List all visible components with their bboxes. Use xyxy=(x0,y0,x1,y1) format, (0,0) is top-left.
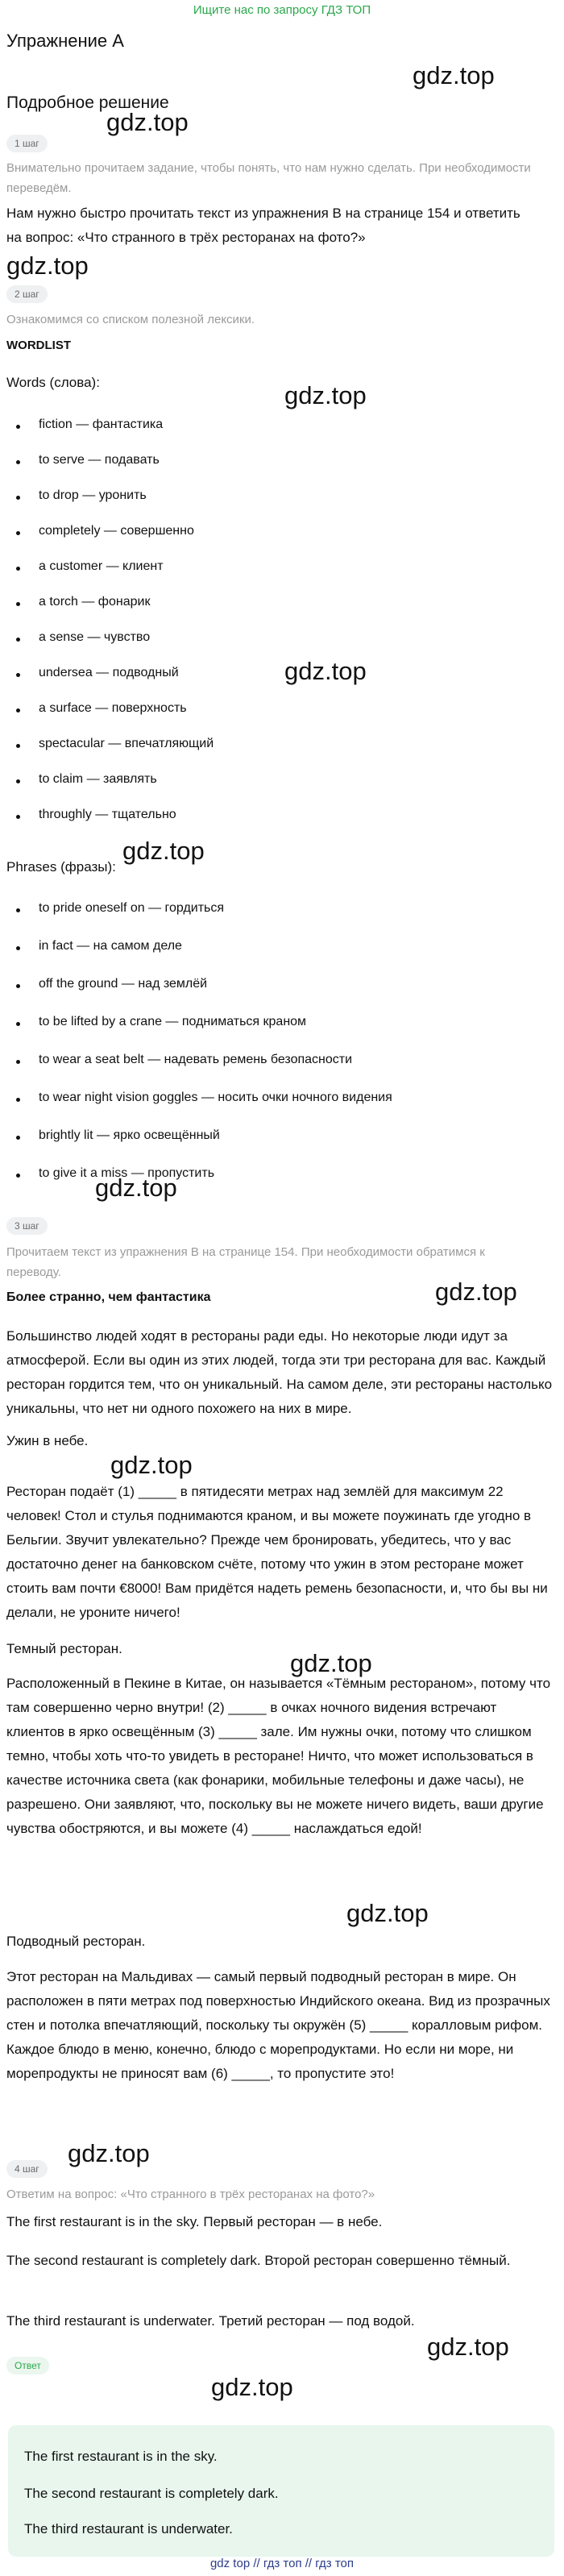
bullet-icon xyxy=(16,779,20,783)
bullet-icon xyxy=(16,1098,20,1102)
step-badge: 3 шаг xyxy=(6,1217,48,1235)
answer-box xyxy=(8,2425,554,2557)
bullet-icon xyxy=(16,496,20,500)
answer-box-line: The third restaurant is underwater. xyxy=(24,2521,233,2537)
bullet-icon xyxy=(16,1022,20,1026)
list-item: a sense — чувство xyxy=(39,630,151,644)
bullet-icon xyxy=(16,744,20,748)
step-hint: Ответим на вопрос: «Что странного в трёх ресторанах на фото?» xyxy=(6,2188,375,2201)
list-item: to wear night vision goggles — носить очки ночного видения xyxy=(39,1091,392,1104)
list-item: to serve — подавать xyxy=(39,453,160,467)
watermark: gdz.top xyxy=(106,108,189,136)
answer-line: The third restaurant is underwater. Третий ресторан — под водой. xyxy=(6,2313,415,2329)
bullet-icon xyxy=(16,1060,20,1064)
list-item: brightly lit — ярко освещённый xyxy=(39,1128,220,1142)
list-item: off the ground — над землёй xyxy=(39,977,208,991)
step-text: Нам нужно быстро прочитать текст из упражнения B на странице 154 и ответить на вопрос: «Что странного в трёх ресторанах на фото?» xyxy=(6,206,520,245)
step-hint: Прочитаем текст из упражнения B на странице 154. При необходимости обратимся к переводу. xyxy=(6,1245,485,1279)
answer-badge: Ответ xyxy=(6,2357,49,2374)
bullet-icon xyxy=(16,567,20,571)
list-item: a torch — фонарик xyxy=(39,595,151,609)
watermark: gdz.top xyxy=(122,837,205,865)
reading-paragraph: Большинство людей ходят в рестораны ради еды. Но некоторые люди идут за атмосферой. Если вы один из этих людей, тогда эти три ресторана для вас. Каждый ресторан гордится тем, что он уникальный. На самом деле, эти рестораны настолько уникальны, что нет ни одного похожего на них в мире. xyxy=(6,1328,553,1416)
reading-paragraph: Этот ресторан на Мальдивах — самый первый подводный ресторан в мире. Он расположен в пяти метрах под поверхностью Индийского океана. Вид из прозрачных стен и потолка впечатляющий, поскольку ты окружён (5) _____ коралловым рифом. Каждое блюдо в меню, конечно, блюдо с морепродуктами. Но если ни море, ни морепродукты не приносят вам (6) _____, то пропустите это! xyxy=(6,1969,550,2081)
reading-subheading: Подводный ресторан. xyxy=(6,1934,146,1949)
reading-subheading: Ужин в небе. xyxy=(6,1433,89,1448)
watermark: gdz.top xyxy=(95,1174,177,1202)
watermark: gdz.top xyxy=(110,1451,193,1479)
list-item: a customer — клиент xyxy=(39,559,164,573)
step-badge: 4 шаг xyxy=(6,2160,48,2178)
answer-line: The second restaurant is completely dark. Второй ресторан совершенно тёмный. xyxy=(6,2253,511,2268)
list-item: to pride oneself on — гордиться xyxy=(39,901,225,915)
answer-line: The first restaurant is in the sky. Первый ресторан — в небе. xyxy=(6,2214,383,2229)
bullet-icon xyxy=(16,425,20,429)
footer-links[interactable]: gdz top // гдз топ // гдз топ xyxy=(209,2557,355,2570)
watermark: gdz.top xyxy=(346,1899,429,1927)
watermark: gdz.top xyxy=(6,251,89,280)
watermark: gdz.top xyxy=(211,2373,293,2401)
bullet-icon xyxy=(16,673,20,677)
list-item: to wear a seat belt — надевать ремень безопасности xyxy=(39,1053,353,1066)
list-item: to give it a miss — пропустить xyxy=(39,1166,215,1180)
step-hint: Внимательно прочитаем задание, чтобы понять, что нам нужно сделать. При необходимости переведём. xyxy=(6,161,531,195)
page-title: Упражнение A xyxy=(6,31,124,51)
list-item: a surface — поверхность xyxy=(39,701,187,715)
bullet-icon xyxy=(16,460,20,464)
list-item: fiction — фантастика xyxy=(39,418,164,431)
reading-subheading: Темный ресторан. xyxy=(6,1641,122,1656)
list-item: in fact — на самом деле xyxy=(39,939,182,953)
wordlist-heading: WORDLIST xyxy=(6,339,71,352)
list-item: throughly — тщательно xyxy=(39,808,176,821)
words-label: Words (слова): xyxy=(6,375,100,390)
phrases-label: Phrases (фразы): xyxy=(6,859,116,875)
list-item: completely — совершенно xyxy=(39,524,194,538)
solution-heading: Подробное решение xyxy=(6,93,169,112)
watermark: gdz.top xyxy=(435,1278,517,1306)
step-hint: Ознакомимся со списком полезной лексики. xyxy=(6,313,255,326)
bullet-icon xyxy=(16,638,20,642)
step-badge: 1 шаг xyxy=(6,135,48,152)
watermark: gdz.top xyxy=(284,657,367,685)
step-badge: 2 шаг xyxy=(6,285,48,303)
reading-paragraph: Ресторан подаёт (1) _____ в пятидесяти метрах над землёй для максимум 22 человек! Стол и стулья поднимаются краном, и вы можете поужинать где угодно в Бельгии. Звучит увлекательно? Прежде чем бронировать, убедитесь, что у вас достаточно денег на банковском счёте, потому что ужин в этом ресторане может стоить вам почти €8000! Вам придётся надеть ремень безопасности, и, что бы вы ни делали, не уроните ничего! xyxy=(6,1484,548,1620)
bullet-icon xyxy=(16,531,20,535)
answer-box-line: The second restaurant is completely dark. xyxy=(24,2486,279,2501)
reading-paragraph: Расположенный в Пекине в Китае, он называется «Тёмным рестораном», потому что там совершенно черно внутри! (2) _____ в очках ночного видения встречают клиентов в ярко освещённым (3) _____ зале. Им нужны очки, потому что слишком темно, чтобы хоть что-то увидеть в ресторане! Ничто, что может использоваться в качестве источника света (как фонарики, мобильные телефоны и даже часы), не разрешено. Они заявляют, что, поскольку вы не можете ничего видеть, ваши другие чувства обостряются, и вы можете (4) _____ наслаждаться едой! xyxy=(6,1676,551,1836)
answer-box-line: The first restaurant is in the sky. xyxy=(24,2449,218,2464)
bullet-icon xyxy=(16,1136,20,1140)
list-item: to drop — уронить xyxy=(39,488,147,502)
bullet-icon xyxy=(16,946,20,950)
list-item: undersea — подводный xyxy=(39,666,179,679)
watermark: gdz.top xyxy=(427,2333,509,2361)
watermark: gdz.top xyxy=(413,61,495,89)
reading-title: Более странно, чем фантастика xyxy=(6,1290,211,1304)
top-search-link[interactable]: Ищите нас по запросу ГДЗ ТОП xyxy=(193,3,371,17)
bullet-icon xyxy=(16,602,20,606)
bullet-icon xyxy=(16,908,20,912)
list-item: spectacular — впечатляющий xyxy=(39,737,214,750)
watermark: gdz.top xyxy=(68,2139,150,2167)
bullet-icon xyxy=(16,984,20,988)
watermark: gdz.top xyxy=(290,1649,372,1677)
bullet-icon xyxy=(16,708,20,713)
list-item: to claim — заявлять xyxy=(39,772,157,786)
bullet-icon xyxy=(16,1174,20,1178)
bullet-icon xyxy=(16,815,20,819)
list-item: to be lifted by a crane — подниматься краном xyxy=(39,1015,307,1028)
watermark: gdz.top xyxy=(284,381,367,409)
